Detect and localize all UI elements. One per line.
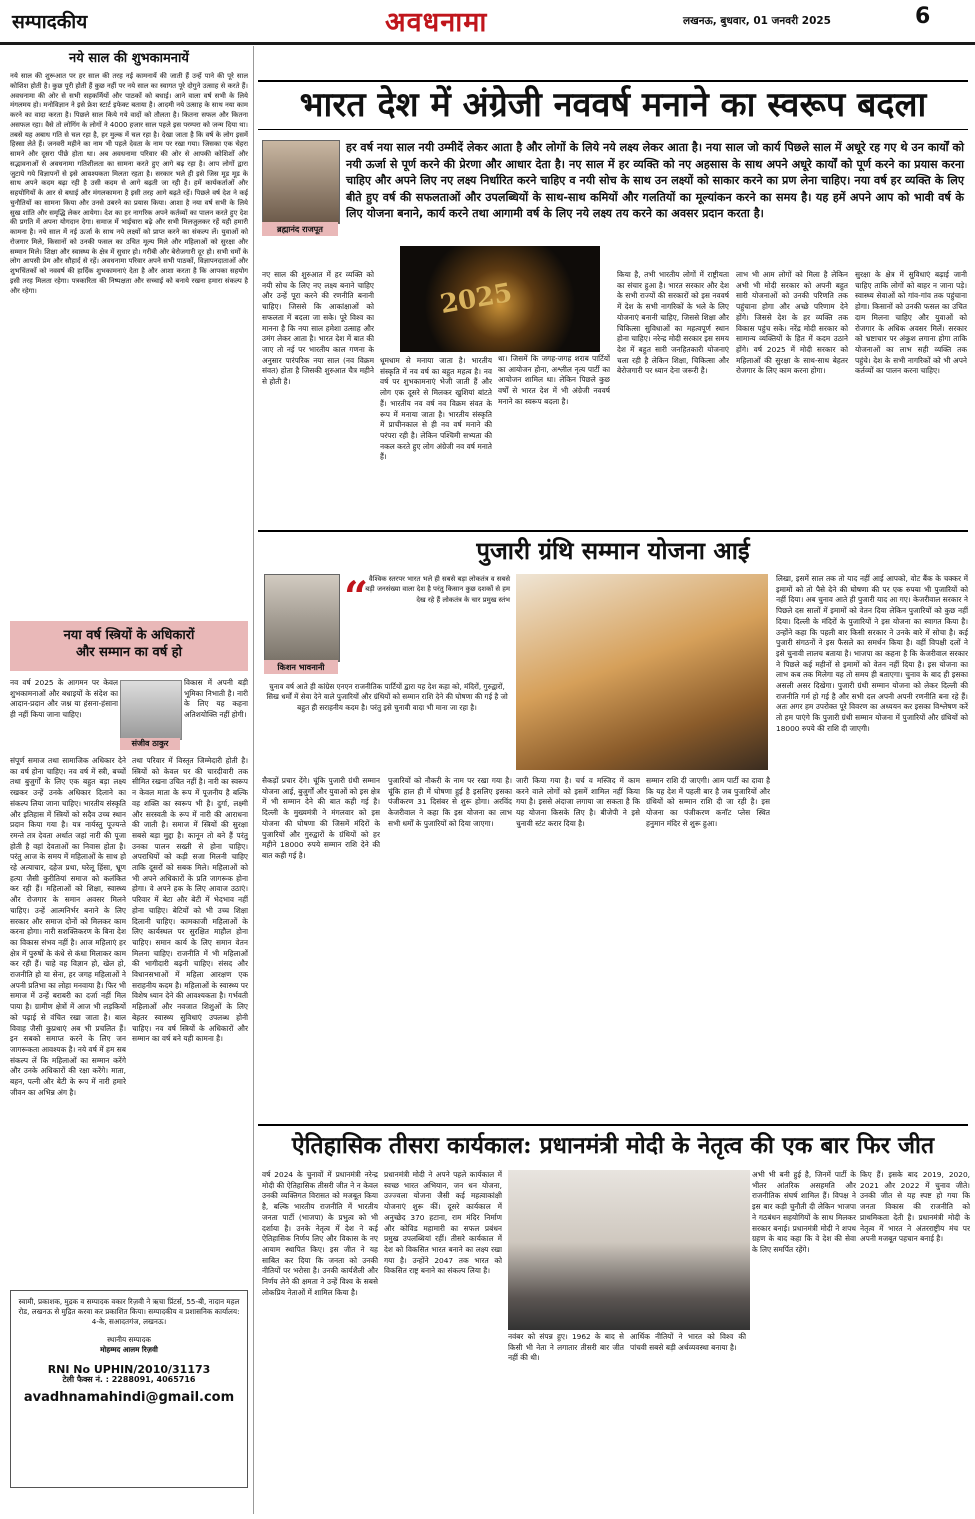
logo-text: अवधनामा — [385, 7, 488, 38]
article-text: प्रधानमंत्री मोदी ने अपने पहले कार्यकाल में स्वच्छ भारत अभियान, जन धन योजना, उज्ज्वला योजना जैसी कई महत्वाकांक्षी योजनाएं शुरू कीं। दूसरे कार्यकाल में अनुच्छेद 370 हटाना, राम मंदिर निर्माण और कोविड महामारी का सफल प्रबंधन प्रमुख उपलब्धियां रहीं। तीसरे कार्यकाल में देश को विकसित भारत बनाने का लक्ष्य रखा गया है। उन्होंने 2047 तक भारत को विकसित राष्ट्र बनाने का संकल्प लिया है। — [384, 1170, 502, 1276]
article-text: सम्मान राशि दी जाएगी। आम पार्टी का दावा है कि यह देश में पहली बार है जब पुजारियों और ग्रंथियों को सम्मान राशि दी जा रही है। इस योजना का पंजीकरण कनॉट प्लेस स्थित हनुमान मंदिर से शुरू हुआ। — [646, 776, 770, 828]
photo-caption-2025: 2025 — [437, 277, 515, 321]
article-column — [262, 270, 374, 520]
article-column — [617, 270, 729, 520]
article-column — [860, 1170, 970, 1510]
article-column — [10, 756, 126, 1266]
pull-quote: वैश्विक स्तरपर भारत भले ही सबसे बड़ा लोकतंत्र व सबसे बड़ी जनसंख्या वाला देश है परंतु किसान कुछ दशकों से हम देख रहे हैं लोकतंत्र के चार प्रमुख स्तंभ — [365, 575, 510, 604]
article-column — [262, 776, 380, 1120]
article-text: तथा परिवार में विस्तृत जिम्मेदारी होती है। स्त्रियों को केवल घर की चारदीवारी तक सीमित रखना उचित नहीं है। नारी का स्वरूप न केवल माता के रूप में पूजनीय है बल्कि वह शक्ति का स्वरूप भी है। दुर्गा, लक्ष्मी और सरस्वती के रूप में नारी की आराधना की जाती है। समाज में स्त्रियों की सुरक्षा सबसे बड़ा मुद्दा है। कानून तो बने हैं परंतु उनका पालन सख्ती से होना चाहिए। अपराधियों को कड़ी सजा मिलनी चाहिए ताकि दूसरों को सबक मिले। महिलाओं को भी अपने अधिकारों के प्रति जागरूक होना होगा। वे अपने हक के लिए आवाज उठाएं। परिवार में बेटा और बेटी में भेदभाव नहीं होना चाहिए। बेटियों को भी उच्च शिक्षा दिलानी चाहिए। कामकाजी महिलाओं के लिए कार्यस्थल पर सुरक्षित माहौल होना चाहिए। समान कार्य के लिए समान वेतन मिलना चाहिए। राजनीति में भी महिलाओं की भागीदारी बढ़नी चाहिए। संसद और विधानसभाओं में महिला आरक्षण एक सराहनीय कदम है। महिलाओं के स्वास्थ्य पर विशेष ध्यान देने की आवश्यकता है। गर्भवती महिलाओं और नवजात शिशुओं के लिए बेहतर स्वास्थ्य सुविधाएं उपलब्ध होनी चाहिए। नव वर्ष स्त्रियों के अधिकारों और सम्मान का वर्ष बने यही कामना है। — [132, 756, 248, 1044]
article-headline: पुजारी ग्रंथि सम्मान योजना आई — [258, 530, 968, 570]
article-text: किया है, तभी भारतीय लोगों में राष्ट्रीयता का संचार हुआ है। भारत सरकार और देश के सभी राज्यों की सरकारों को इस नववर्ष में देश के सभी नागरिकों के भले के लिए योजनाएं बनानी चाहिए, जिससे शिक्षा और चिकित्सा सुविधाओं का महत्वपूर्ण स्थान होना चाहिए। नरेन्द्र मोदी सरकार इस समय देश में बहुत सारी जनहितकारी योजनाएं चला रही है लेकिन शिक्षा, चिकित्सा और बेरोजगारी पर ध्यान देना जरूरी है। — [617, 270, 729, 376]
imprint-text: स्वामी, प्रकाशक, मुद्रक व सम्पादक वकार रिज़वी ने ऋचा प्रिंटर्स, 55-बी, नादान महल रोड, लखनऊ से मुद्रित करवा कर प्रकाशित किया। सम्पादकीय व प्रशासनिक कार्यालय: 4-के, सआदतगंज, लखनऊ। — [18, 1297, 240, 1326]
article-column — [380, 356, 492, 520]
priests-photo — [516, 574, 768, 770]
women-title-line1: नया वर्ष स्त्रियों के अधिकारों — [63, 628, 195, 643]
article-headline: भारत देश में अंग्रेजी नववर्ष मनाने का स्वरूप बदला — [258, 80, 968, 130]
article-text: अभी भी बनी हुई है, जिनमें पार्टी के भीतर आंतरिक असहमति और राजनीतिक संघर्ष शामिल हैं। विपक्ष ने इस बार कड़ी चुनौती दी लेकिन भाजपा ने गठबंधन सहयोगियों के साथ मिलकर सरकार बनाई। प्रधानमंत्री मोदी ने शपथ ग्रहण के बाद कहा कि वे देश की सेवा के लिए समर्पित रहेंगे। — [752, 1170, 856, 1254]
quote-mark-icon: “ — [344, 572, 369, 621]
author-name: संजीव ठाकुर — [120, 738, 180, 750]
prime-minister-photo — [508, 1170, 750, 1330]
imprint-box — [10, 1290, 248, 1488]
article-text: जारी किया गया है। चर्च व मस्जिद में काम करने वाले लोगों को इसमें शामिल नहीं किया गया है। इससे अंदाजा लगाया जा सकता है कि यह योजना किसके लिए है। बीजेपी ने इसे चुनावी स्टंट करार दिया है। — [516, 776, 640, 828]
local-editor-name: मोहम्मद आलम रिज़वी — [100, 1345, 158, 1354]
article-column — [184, 678, 248, 754]
author-name: ब्रह्मानंद राजपूत — [262, 222, 338, 236]
telephone: टेली फैक्स नं. : 2288091, 4065716 — [62, 1375, 196, 1384]
article-column — [646, 776, 770, 1120]
editorial-title: नये साल की शुभकामनायें — [69, 51, 189, 66]
editorial-text: नये साल की शुरूआत पर हर साल की तरह नई कामनायें की जाती हैं उन्हें पाने की पूरे साल कोशिश होती है। कुछ पूरी होती हैं कुछ नहीं पर नये साल का स्वागत पूरे दोगुने उत्साह से करते हैं। अवधनामा की ओर से सभी सहकर्मियों और पाठकों को बधाई। आने वाला वर्ष सभी के लिये मंगलमय हो। मनोविज्ञान ने इसे फ्रेश स्टार्ट इफेक्ट बताया है। आदमी नये उत्साह के साथ नया काम करने का वादा करता है। पिछले साल किये गये वादों को तौलता है। कितना सफल और कितना असफल रहा। वैसे तो लोगिंग के लोगों ने 4000 हजार साल पहले इस परम्परा को जन्म दिया था। तबसे यह अबाध गति से चल रहा है, हर मुल्क में चल रहा है। देखा जाता है कि वर्ष के लोग इसमें हिस्सा लेते हैं। जनवरी महीने का नाम भी पहले देवता के नाम पर रखा गया। जिसका एक चेहरा सामने और दूसरा पीछे होता था। अब अवधनामा परिवार की ओर से आपकी कोशिशों और सद्भावनाओं से अवधनामा गतिशीलता का सामना करते हुए आगे बढ़ रहा है। आप लोगों द्वारा जुटाये गये विज्ञापनों से इसे आवश्यकता मिलता रहता है। सरकार भले ही इसे जिस मूड मूड के साथ अपने कदम बढ़ा रही है उसी कदम से आगे बढ़ती जा रही है। हमें कार्यकर्ताओं और सहयोगियों के आर से बधाई और मंगलकामना है इसी तरह आगे बढ़ते रहें। पिछले वर्ष देश ने कई चुनौतियों का सामना किया और उनसे उबरने का प्रयास किया। आशा है नया वर्ष सभी के लिये सुख शांति और समृद्धि लेकर आयेगा। देश का हर नागरिक अपने कर्तव्यों का पालन करते हुए देश की प्रगति में अपना योगदान देगा। समाज में भाईचारा बढ़े और सभी मिलजुलकर रहें यही हमारी कामना है। नये साल में नई ऊर्जा के साथ नये लक्ष्यों को प्राप्त करने का संकल्प लें। युवाओं को रोजगार मिले, किसानों को उनकी फसल का उचित मूल्य मिले और महिलाओं को सुरक्षा और सम्मान मिले। शिक्षा और स्वास्थ्य के क्षेत्र में सुधार हो। गरीबी और बेरोजगारी दूर हो। सभी धर्मों के लोग आपसी प्रेम और सौहार्द से रहें। अवधनामा परिवार अपने सभी पाठकों, विज्ञापनदाताओं और शुभचिंतकों को नववर्ष की हार्दिक शुभकामनाएं देता है और आशा करता है कि आपका सहयोग इसी तरह मिलता रहेगा। पत्रकारिता की निष्पक्षता और सच्चाई को बनाये रखना हमारा संकल्प है और रहेगा। — [10, 72, 248, 295]
article-text: लाभ भी आम लोगों को मिला है लेकिन अभी भी मोदी सरकार को अपनी बहुत सारी योजनाओं को उनकी परिणति तक पहुंचाना होगा और अच्छे परिणाम देने होंगे। जिससे देश के हर व्यक्ति तक विकास पहुंच सके। नरेंद्र मोदी सरकार को सामान्य व्यक्तियों के हित में कदम उठाने होंगे। वर्ष 2025 में मोदी सरकार को महिलाओं की सुरक्षा के साथ-साथ बेहतर रोजगार के लिए काम करना होगा। — [736, 270, 848, 376]
article-text: धूमधाम से मनाया जाता है। भारतीय संस्कृति में नव वर्ष का बहुत महत्व है। नव वर्ष पर शुभकामनाएं भेजी जाती हैं और लोग एक दूसरे से मिलकर खुशियां बांटते हैं। भारतीय नव वर्ष नव विक्रम संवत के रूप में मनाया जाता है। भारतीय संस्कृति में प्राचीनकाल से ही नव वर्ष मनाने की परंपरा रही है। लेकिन पश्चिमी सभ्यता की नकल करते हुए लोग अंग्रेजी नव वर्ष मनाते हैं। — [380, 356, 492, 462]
article-text: नव वर्ष 2025 के आगमन पर केवल शुभकामनाओं और बधाइयों के संदेश का आदान-प्रदान और जश्न या हंसना-हंसाना ही नहीं किया जाना चाहिए। — [10, 678, 118, 720]
women-article-title — [10, 621, 248, 671]
article-text: सुरक्षा के क्षेत्र में सुविधाएं बढ़ाई जानी चाहिए ताकि लोगों को बाहर न जाना पड़े। स्वास्थ्य सेवाओं को गांव-गांव तक पहुंचाना होगा। किसानों को उनकी फसल का उचित दाम मिलना चाहिए और युवाओं को रोजगार के अधिक अवसर मिलें। सरकार को भ्रष्टाचार पर अंकुश लगाना होगा ताकि योजनाओं का लाभ सही व्यक्ति तक पहुंचे। देश के सभी नागरिकों को भी अपने कर्तव्यों का पालन करना चाहिए। — [855, 270, 967, 376]
editorial-body — [10, 72, 248, 612]
article-column — [776, 574, 968, 1120]
author-photo — [120, 680, 182, 740]
article-text: पुजारियों को नौकरी के नाम पर रखा गया है। चूंकि हाल ही में घोषणा हुई है इसलिए इसका पंजीकरण 31 दिसंबर से शुरू होगा। अरविंद केजरीवाल ने कहा कि इस योजना का लाभ सभी धर्मों के पुजारियों को दिया जाएगा। — [388, 776, 512, 828]
author-name: किशन भावनानी — [264, 660, 338, 674]
article-column — [855, 270, 967, 520]
author-photo — [264, 574, 340, 662]
article-column — [752, 1170, 856, 1510]
dateline: लखनऊ, बुधवार, 01 जनवरी 2025 — [683, 15, 831, 27]
column-rule — [253, 46, 254, 1514]
article-lead: हर वर्ष नया साल नयी उम्मीदें लेकर आता है और लोगों के लिये नये लक्ष्य लेकर आता है। नया साल जो कार्य पिछले साल में अधूरे रह गए थे उन कार्यों को नयी ऊर्जा से पूर्ण करने की प्रेरणा और आधार देता है। नए साल में हर व्यक्ति को नए अहसास के साथ अपने अधूरे कार्यों को पूर्ण करने का प्रयास करना चाहिए और अपने लिए नए लक्ष्य निर्धारित करने चाहिए व नयी सोच के साथ उन लक्ष्यों को साकार करने का प्रण लेना चाहिए। नया वर्ष हर व्यक्ति के लिए बीते हुए वर्ष की सफलताओं और उपलब्धियों के साथ-साथ कमियों और गलतियों का मूल्यांकन करने का समय है। यह हमें अपने आप को भावी वर्ष के लिए योजना बनाने, कार्य करने तथा आगामी वर्ष के लिए नये लक्ष्य तय करने का अवसर प्रदान करता है। — [346, 141, 964, 221]
article-text: वर्ष 2024 के चुनावों में प्रधानमंत्री नरेन्द्र मोदी की ऐतिहासिक तीसरी जीत ने न केवल उनकी व्यक्तिगत विरासत को मजबूत किया है, बल्कि भारतीय राजनीति में भारतीय जनता पार्टी (भाजपा) के प्रभुत्व को भी दर्शाया है। उनके नेतृत्व में देश ने कई ऐतिहासिक निर्णय लिए और विकास के नए आयाम स्थापित किए। इस जीत ने यह साबित कर दिया कि जनता को उनकी नीतियों पर भरोसा है। उनकी कार्यशैली और निर्णय लेने की क्षमता ने उन्हें विश्व के सबसे लोकप्रिय नेताओं में शामिल किया है। — [262, 1170, 378, 1297]
article-intro: चुनाव वर्ष आते ही कांग्रेस एनएन राजनीतिक पार्टियों द्वारा यह देश कहा को, मंदिरों, गुरुद्वारों, सिख धर्मों में सेवा देने वाले पुजारियों और ग्रंथियों को सम्मान राशि देने की घोषणा की गई है जो बहुत ही सराहनीय कदम है। परंतु इसे चुनावी वादा भी माना जा रहा है। — [266, 682, 508, 712]
article-text: लिखा, इसमें साल तक तो याद नहीं आई आपको, वोट बैंक के चक्कर में इमामों को तो पैसे देने की घोषणा की पर एक रुपया भी पुजारियों को नहीं दिया। अब चुनाव आते ही पुजारी याद आ गए। केजरीवाल सरकार ने पिछले दस सालों में इमामों को वेतन दिया लेकिन पुजारियों को कुछ नहीं दिया। दिल्ली के मंदिरों के पुजारियों ने इस योजना का स्वागत किया है। उन्होंने कहा कि पहली बार किसी सरकार ने उनके बारे में सोचा है। कई पुजारी संगठनों ने इस फैसले का समर्थन किया है। वहीं विपक्षी दलों ने इसे चुनावी लालच बताया है। भाजपा का कहना है कि केजरीवाल सरकार ने पिछले कई महीनों से इमामों को वेतन नहीं दिया है। इस योजना का लाभ कब तक मिलेगा यह तो समय ही बताएगा। चुनाव के बाद ही इसका असली असर दिखेगा। पुजारी ग्रंथी सम्मान योजना को लेकर दिल्ली की राजनीति गर्म हो गई है और सभी दल अपनी अपनी रणनीति बना रहे हैं। अतः अगर हम उपरोक्त पूरे विवरण का अध्ययन कर इसका विश्लेषण करें तो हम पाएंगे कि पुजारी ग्रंथी सम्मान योजना में पुजारियों और ग्रंथियों को 18000 रुपये की राशि दी जाएगी। — [776, 574, 968, 733]
article-text: विकास में अपनी बड़ी भूमिका निभाती है। नारी के लिए यह कहना अतिशयोक्ति नहीं होगी। — [184, 678, 248, 720]
article-text: सैकड़ों प्रचार देंगे। चूंकि पुजारी ग्रंथी सम्मान योजना आई, बुजुर्गों और युवाओं को इस क्षेत्र में भी सम्मान देने की बात कही गई है। दिल्ली के मुख्यमंत्री ने मंगलवार को इस योजना की घोषणा की जिसमें मंदिरों के पुजारियों और गुरुद्वारों के ग्रंथियों को हर महीने 18000 रुपये सम्मान राशि देने की बात कही गई है। — [262, 776, 380, 860]
author-photo — [262, 140, 340, 224]
article-headline: ऐतिहासिक तीसरा कार्यकाल: प्रधानमंत्री मोदी के नेतृत्व की एक बार फिर जीत — [258, 1124, 968, 1166]
article-column — [516, 776, 640, 1120]
section-label: सम्पादकीय — [12, 11, 88, 33]
article-text: संपूर्ण समाज तथा सामाजिक अधिकार देने का वर्ष होना चाहिए। नव वर्ष में स्त्री, बच्चों तथा बुजुर्गों के लिए एक बहुत बड़ा लक्ष्य रखकर उन्हें उनके अधिकार दिलाने का संकल्प लिया जाना चाहिए। भारतीय संस्कृति और इतिहास में स्त्रियों को सदैव उच्च स्थान प्रदान किया गया है। यत्र नार्यस्तु पूज्यन्ते रमन्ते तत्र देवता अर्थात जहां नारी की पूजा होती है वहां देवताओं का निवास होता है। परंतु आज के समय में महिलाओं के साथ हो रहे अत्याचार, दहेज प्रथा, घरेलू हिंसा, भ्रूण हत्या जैसी कुरीतियां समाज को कलंकित कर रही हैं। महिलाओं को शिक्षा, स्वास्थ्य और रोजगार के समान अवसर मिलने चाहिए। उन्हें आत्मनिर्भर बनाने के लिए सरकार और समाज दोनों को मिलकर काम करना होगा। नारी सशक्तिकरण के बिना देश का विकास संभव नहीं है। आज महिलाएं हर क्षेत्र में पुरुषों के कंधे से कंधा मिलाकर काम कर रही हैं। चाहे वह विज्ञान हो, खेल हो, राजनीति हो या सेना, हर जगह महिलाओं ने अपनी प्रतिभा का लोहा मनवाया है। फिर भी समाज में उन्हें बराबरी का दर्जा नहीं मिल पाया है। ग्रामीण क्षेत्रों में आज भी लड़कियों को पढ़ाई से वंचित रखा जाता है। बाल विवाह जैसी कुप्रथाएं अब भी प्रचलित हैं। इन सबको समाप्त करने के लिए जन जागरूकता आवश्यक है। नये वर्ष में हम सब संकल्प लें कि महिलाओं का सम्मान करेंगे और उनके अधिकारों की रक्षा करेंगे। माता, बहन, पत्नी और बेटी के रूप में नारी हमारे जीवन का अभिन्न अंग है। — [10, 756, 126, 1097]
local-editor-label: स्थानीय सम्पादक — [107, 1335, 151, 1344]
article-column — [508, 1332, 624, 1510]
article-text: था। जिसमें कि जगह-जगह शराब पार्टियों का आयोजन होना, अश्लील नृत्य पार्टी का आयोजन शामिल था। लेकिन पिछले कुछ वर्षों से भारत देश में भी अंग्रेजी नववर्ष मनाने का स्वरूप बदला है। — [498, 354, 610, 406]
article-text: नवंबर को संपन्न हुए। 1962 के बाद से किसी भी नेता ने लगातार तीसरी बार जीत नहीं की थी। — [508, 1332, 624, 1363]
newspaper-logo — [385, 2, 487, 39]
article-column — [384, 1170, 502, 1510]
article-text: आर्थिक नीतियों ने भारत को विश्व की पांचवी सबसे बड़ी अर्थव्यवस्था बनाया है। — [630, 1332, 746, 1352]
article-column — [630, 1332, 746, 1510]
article-column — [132, 756, 248, 1266]
page-number: 6 — [915, 4, 931, 29]
article-column — [388, 776, 512, 1120]
masthead — [0, 0, 975, 45]
article-text: नए साल की शुरुआत में हर व्यक्ति को नयी सोच के लिए नए लक्ष्य बनाने चाहिए और उन्हें पूरा करने की रणनीति बनानी चाहिए। जिससे कि आकांक्षाओं को सफलता में बदला जा सके। पूरे विश्व का मानना है कि नया साल हमेशा उत्साह और उमंग लेकर आता है। भारत देश में बात की जाए तो नई पर भारतीय काल गणना के अनुसार पारंपरिक नया साल (नव विक्रम संवत) होता है जिसकी शुरुआत चैत्र महीने से होती है। — [262, 270, 374, 387]
women-title-line2: और सम्मान का वर्ष हो — [75, 645, 183, 660]
email-address: avadhnamahindi@gmail.com — [23, 1390, 235, 1405]
article-column — [262, 1170, 378, 1510]
rni-number: RNI No UPHIN/2010/31173 — [47, 1363, 211, 1376]
article-column — [10, 678, 118, 754]
article-text: किए हैं। इसके बाद 2019, 2020, 2021 और 2022 में चुनाव जीते। उनकी जीत से यह स्पष्ट हो गया कि जनता विकास की राजनीति को प्राथमिकता देती है। प्रधानमंत्री मोदी के नेतृत्व में भारत ने अंतरराष्ट्रीय मंच पर अपनी मजबूत पहचान बनाई है। — [860, 1170, 970, 1244]
article-column — [498, 354, 610, 520]
article-column — [736, 270, 848, 520]
